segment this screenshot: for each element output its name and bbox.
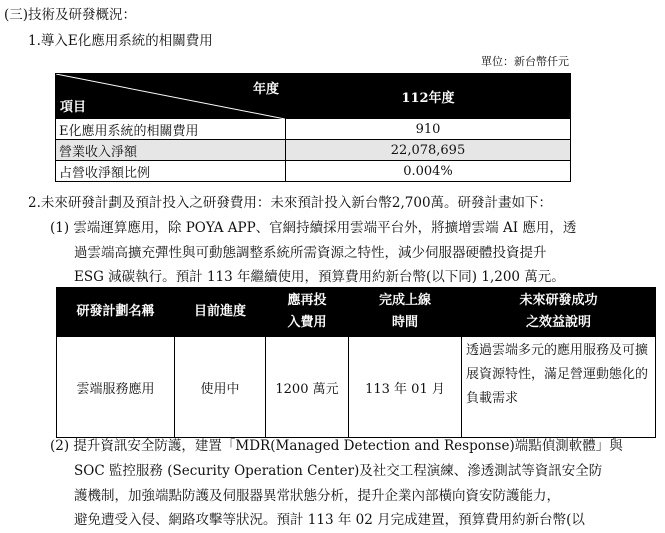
table-row bbox=[56, 161, 571, 182]
launch-time-header-line: 完成上線 bbox=[378, 293, 431, 308]
paragraph-line: 過雲端高擴充彈性與可動態調整系統所需資源之特性，減少伺服器硬體投資提升 bbox=[74, 244, 547, 261]
table-row bbox=[57, 337, 656, 438]
cost-header-line: 入費用 bbox=[287, 315, 327, 330]
table-row bbox=[56, 119, 571, 140]
cloud-application-paragraph bbox=[50, 216, 660, 290]
unit-label: 單位：新台幣仟元 bbox=[481, 55, 569, 68]
benefit-cell: 透過雲端多元的應用服務及可擴展資源特性，滿足營運動態化的負載需求 bbox=[462, 337, 656, 438]
benefit-header bbox=[462, 288, 656, 337]
paragraph-line: (1) 雲端運算應用，除 POYA APP、官網持續採用雲端平台外，將擴增雲端 AI 應用，透 bbox=[50, 220, 577, 236]
cost-header-line: 應再投 bbox=[287, 293, 327, 308]
plan-name-cell: 雲端服務應用 bbox=[57, 337, 175, 438]
diagonal-divider bbox=[56, 74, 285, 119]
table-row bbox=[56, 140, 571, 161]
launch-time-header-line: 時間 bbox=[391, 315, 418, 330]
rd-plan-heading: 2.未來研發計劃及預計投入之研發費用：未來預計投入新台幣2,700萬。研發計畫如下： bbox=[28, 195, 553, 211]
e-system-cost-table bbox=[55, 73, 571, 182]
paragraph-line: 避免遭受入侵、網路攻擊等狀況。預計 113 年 02 月完成建置，預算費用約新台幣(以 bbox=[74, 512, 585, 529]
benefit-header-line: 之效益說明 bbox=[525, 315, 591, 330]
table1-header-row bbox=[56, 74, 571, 119]
paragraph-line: (2) 提升資訊安全防護，建置「MDR(Managed Detection and Response)端點偵測軟體」與 bbox=[50, 438, 623, 454]
section-title: (三)技術及研發概況： bbox=[4, 7, 137, 23]
row-value: 910 bbox=[286, 119, 571, 140]
row-label: 營業收入淨額 bbox=[56, 140, 286, 161]
cost-header bbox=[266, 288, 349, 337]
rd-plan-table bbox=[56, 287, 656, 438]
row-label: E化應用系統的相關費用 bbox=[56, 119, 286, 140]
item-label: 項目 bbox=[60, 100, 87, 115]
launch-time-header bbox=[349, 288, 462, 337]
security-paragraph bbox=[50, 434, 665, 533]
progress-cell: 使用中 bbox=[175, 337, 266, 438]
year-label: 年度 bbox=[252, 82, 279, 97]
row-value: 22,078,695 bbox=[286, 140, 571, 161]
launch-time-cell: 113 年 01 月 bbox=[349, 337, 462, 438]
e-system-cost-heading: 1.導入E化應用系統的相關費用 bbox=[28, 33, 213, 49]
row-label: 占營收淨額比例 bbox=[56, 161, 286, 182]
benefit-header-line: 未來研發成功 bbox=[519, 293, 598, 308]
plan-name-header: 研發計劃名稱 bbox=[57, 288, 175, 337]
progress-header: 目前進度 bbox=[175, 288, 266, 337]
table2-header-row bbox=[57, 288, 656, 337]
row-value: 0.004% bbox=[286, 161, 571, 182]
cost-cell: 1200 萬元 bbox=[266, 337, 349, 438]
paragraph-line: ESG 減碳執行。預計 113 年繼續使用，預算費用約新台幣(以下同) 1,200 萬元。 bbox=[74, 269, 565, 285]
paragraph-line: SOC 監控服務 (Security Operation Center)及社交工程演練、滲透測試等資訊安全防 bbox=[74, 462, 603, 479]
paragraph-line: 護機制，加強端點防護及伺服器異常狀態分析，提升企業內部橫向資安防護能力， bbox=[74, 487, 560, 504]
table1-corner-header bbox=[56, 74, 286, 119]
year-column-header: 112年度 bbox=[286, 74, 571, 119]
